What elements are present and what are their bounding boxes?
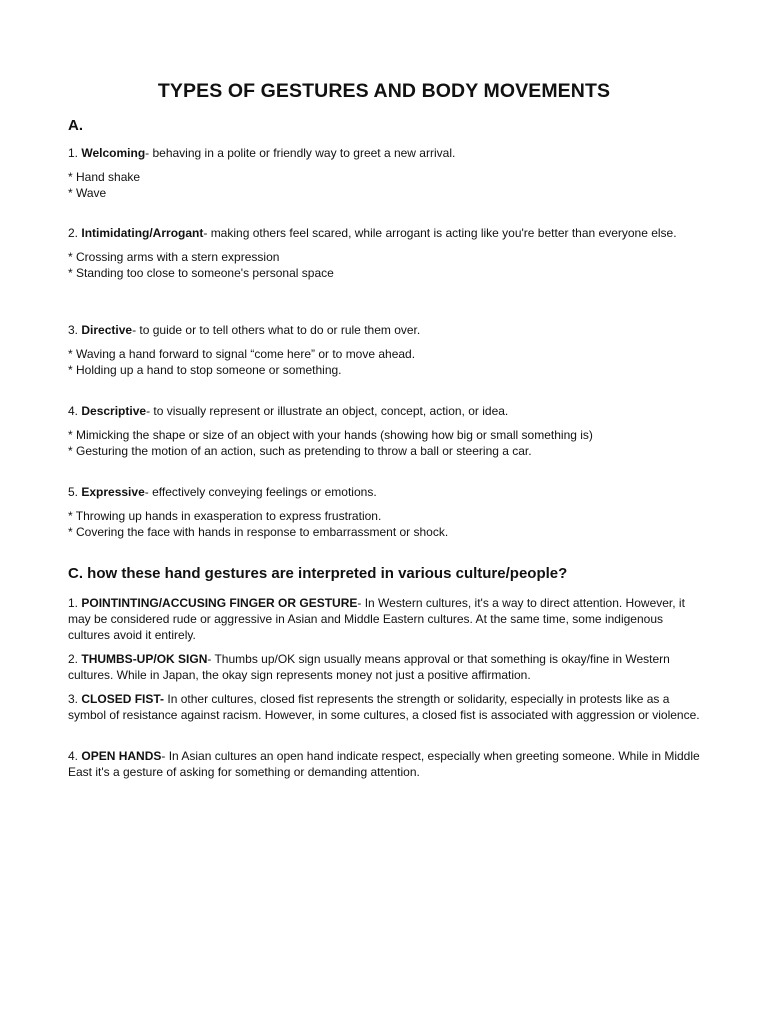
example-list	[68, 427, 700, 459]
cultural-interpretation-item	[68, 651, 700, 683]
example-item: * Wave	[68, 186, 107, 200]
gesture-term: Welcoming	[81, 146, 146, 160]
definition-text: - to guide or to tell others what to do or rule them over.	[132, 323, 421, 337]
gesture-definition	[68, 322, 700, 338]
item-number: 4.	[68, 404, 79, 418]
gesture-type-item	[68, 484, 700, 540]
interpretation-text: - In Western cultures, it's a way to direct attention. However, it may be considered rude or aggressive in Asian and Middle Eastern cultures. At the same time, some indigenous cultures avoid it entirely.	[68, 596, 685, 642]
interpretation-text: - Thumbs up/OK sign usually means approval or that something is okay/fine in Western cultures. While in Japan, the okay sign represents money not just a positive affirmation.	[68, 652, 670, 682]
item-number: 4.	[68, 749, 79, 763]
example-list	[68, 249, 700, 281]
gesture-type-item	[68, 322, 700, 378]
section-c-heading: C. how these hand gestures are interpreted in various culture/people?	[68, 565, 568, 582]
interpretation-text: - In Asian cultures an open hand indicate respect, especially when greeting someone. While in Middle East it's a gesture of asking for something or demanding attention.	[68, 749, 700, 779]
gesture-definition	[68, 403, 700, 419]
definition-text: - to visually represent or illustrate an object, concept, action, or idea.	[146, 404, 509, 418]
item-number: 1.	[68, 146, 79, 160]
gesture-term: Directive	[81, 323, 133, 337]
definition-text: - behaving in a polite or friendly way to greet a new arrival.	[145, 146, 456, 160]
gesture-type-item	[68, 225, 700, 281]
example-item: * Standing too close to someone's personal space	[68, 266, 334, 280]
item-number: 1.	[68, 596, 79, 610]
example-item: * Mimicking the shape or size of an object with your hands (showing how big or small something is)	[68, 428, 593, 442]
example-item: * Crossing arms with a stern expression	[68, 250, 280, 264]
gesture-term: Descriptive	[81, 404, 147, 418]
interpretation-text: In other cultures, closed fist represents the strength or solidarity, especially in protests like as a symbol of resistance against racism. However, in some cultures, a closed fist is associated with aggression or violence.	[68, 692, 700, 722]
gesture-term: POINTINTING/ACCUSING FINGER OR GESTURE	[81, 596, 358, 610]
example-item: * Covering the face with hands in response to embarrassment or shock.	[68, 525, 449, 539]
section-a-heading: A.	[68, 117, 83, 134]
gesture-term: THUMBS-UP/OK SIGN	[81, 652, 208, 666]
gesture-term: Expressive	[81, 485, 145, 499]
example-item: * Gesturing the motion of an action, such as pretending to throw a ball or steering a car.	[68, 444, 532, 458]
gesture-term: CLOSED FIST-	[81, 692, 165, 706]
example-item: * Holding up a hand to stop someone or something.	[68, 363, 342, 377]
gesture-term: Intimidating/Arrogant	[81, 226, 204, 240]
item-number: 2.	[68, 226, 79, 240]
gesture-definition	[68, 225, 700, 241]
definition-text: - effectively conveying feelings or emotions.	[144, 485, 377, 499]
cultural-interpretation-item	[68, 595, 700, 643]
item-number: 5.	[68, 485, 79, 499]
cultural-interpretation-item	[68, 691, 700, 723]
item-number: 3.	[68, 692, 79, 706]
gesture-definition	[68, 145, 700, 161]
item-number: 2.	[68, 652, 79, 666]
example-item: * Waving a hand forward to signal “come here” or to move ahead.	[68, 347, 416, 361]
gesture-type-item	[68, 403, 700, 459]
document-title: TYPES OF GESTURES AND BODY MOVEMENTS	[157, 80, 611, 102]
cultural-interpretation-item	[68, 748, 700, 780]
example-item: * Hand shake	[68, 170, 141, 184]
definition-text: - making others feel scared, while arrogant is acting like you're better than everyone else.	[203, 226, 677, 240]
example-item: * Throwing up hands in exasperation to express frustration.	[68, 509, 382, 523]
gesture-type-item	[68, 145, 700, 201]
example-list	[68, 508, 700, 540]
example-list	[68, 346, 700, 378]
gesture-definition	[68, 484, 700, 500]
item-number: 3.	[68, 323, 79, 337]
example-list	[68, 169, 700, 201]
gesture-term: OPEN HANDS	[81, 749, 162, 763]
